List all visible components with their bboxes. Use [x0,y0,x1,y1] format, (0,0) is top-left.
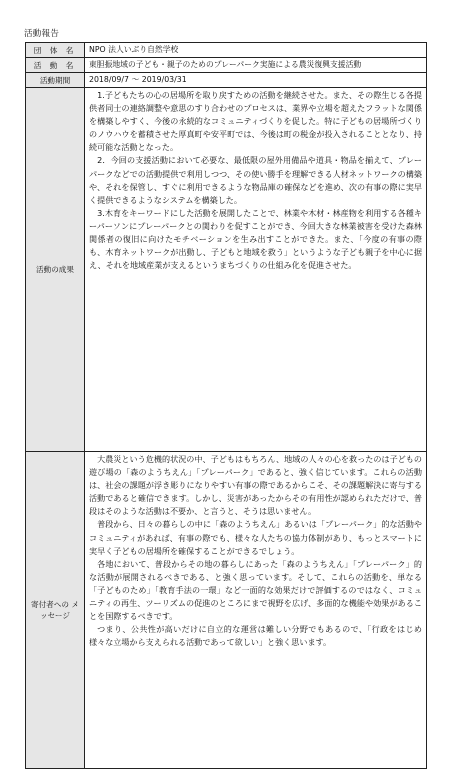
activity-value: 東胆振地域の子ども・親子のためのプレーパーク実施による農災復興支援活動 [85,58,427,73]
table-row-period [26,73,427,88]
period-label: 活動期間 [26,73,85,88]
table-row-results [26,88,427,452]
period-value: 2018/09/7 ～ 2019/03/31 [85,73,427,88]
table-row-message [26,452,427,769]
message-label: 寄付者への メッセージ [26,452,85,769]
message-paragraph-2: 普段から、日々の暮らしの中に「森のようちえん」あるいは「プレーパーク」的な活動やコミュニティがあれば、有事の際でも、様々な人たちの協力体制があり、もっとスマートに実早く子どもの居場所を確保することができるでしょう。 [89,519,422,556]
results-paragraph-2: 2．今回の支援活動において必要な、最低限の屋外用備品や道具・物品を揃えて、プレーパークなどでの活動提供で利用しつつ、その使い勝手を理解できる人材ネットワークの構築や、それを保管し、すぐに利用できるような物品庫の確保などを進め、次の有事の際に実早く提供できるようなシステムを構築した。 [89,155,422,205]
message-paragraph-1: 大農災という危機的状況の中、子どもはもちろん、地域の人々の心を救ったのは子どもの遊び場の「森のようちえん」「プレーパーク」であると、強く信じています。これらの活動は、社会の課題が浮き彫りになりやすい有事の際であるからこそ、その課題解決に寄与する活動であると確信できます。しかし、災害があったからその有用性が認められただけで、普段はそのような活動は不要か、と言うと、そうは思いません。 [89,454,422,517]
results-paragraph-1: 1.子どもたちの心の居場所を取り戻すための活動を継続させた。また、その際生じる各提供者同士の連絡調整や意思のすり合わせのプロセスは、業界や立場を超えたフラットな関係を構築しやすく、今後の永続的なコミュニティづくりを促した。特に子どもの居場所づくりのノウハウを蓄積させた厚真町や安平町では、今後は町の税金が投入されることとなり、持続可能な活動となった。 [89,90,422,153]
results-label: 活動の成果 [26,88,85,452]
activity-label: 活 動 名 [26,58,85,73]
results-body [85,88,427,452]
organization-value: NPO 法人いぶり自然学校 [85,43,427,58]
table-row-organization [26,43,427,58]
activity-report-table [25,42,427,769]
organization-label: 団 体 名 [26,43,85,58]
document-title: 活動報告 [24,29,60,39]
message-body [85,452,427,769]
table-row-activity [26,58,427,73]
message-paragraph-4: つまり、公共性が高いだけに自立的な運営は難しい分野でもあるので、「行政をはじめ様々な立場から支えられる活動であって欲しい」と強く思います。 [89,624,422,648]
results-paragraph-3: 3.木育をキーワードにした活動を展開したことで、林業や木材・林産物を利用する各種キーパーソンにプレーパークとの関わりを促すことができ、今回大きな林業被害を受けた森林関係者の復旧に向けたモチベーションを生み出すことができた。また、「今度の有事の際も、木育ネットワークが出動し、子どもと地域を救う」というような子ども親子を中心に据え、それを地域産業が支えるというまちづくりの仕組み化を促進させた。 [89,207,422,271]
message-paragraph-3: 各地において、普段からその地の暮らしにあった「森のようちえん」「プレーパーク」的な活動が展開されるべきである、と強く思っています。そして、これらの活動を、単なる「子どものため」「教育手法の一環」など一面的な効果だけで評価するのではなく、コミュニティの再生、ツーリズムの促進のところにまで視野を広げ、多面的な機能や効果があることを国際するべきです。 [89,558,422,622]
